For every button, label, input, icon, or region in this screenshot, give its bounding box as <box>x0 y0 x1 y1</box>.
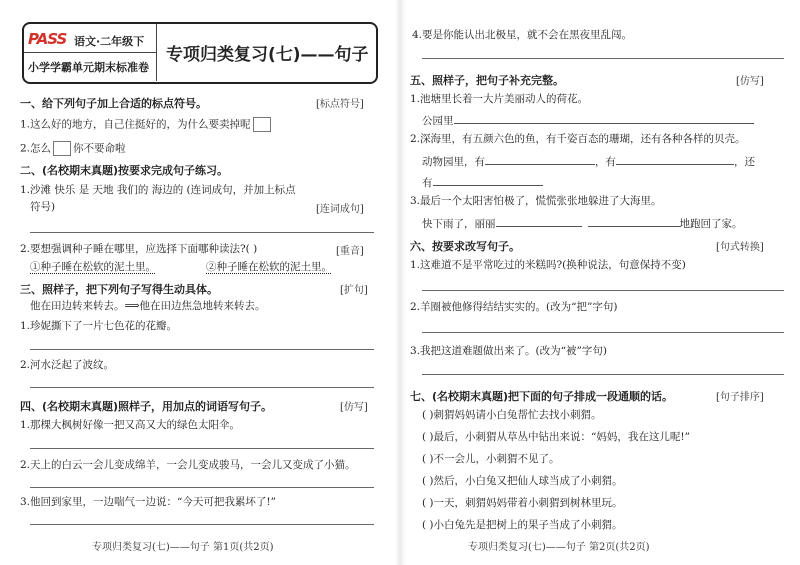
answer-line[interactable] <box>30 232 374 233</box>
s3-question-2: 2.河水泛起了波纹。 <box>20 359 115 371</box>
s2-q1-tag: [连词成句] <box>316 204 364 215</box>
s6-question-2: 2.羊圈被他修得结结实实的。(改为“把”字句) <box>410 301 618 313</box>
s5-q2-mid: ，有 <box>595 156 616 168</box>
sort-item[interactable]: ( )小白兔先是把树上的果子当成了小刺猬。 <box>422 519 623 531</box>
fill-blank[interactable] <box>454 112 754 124</box>
s2-q2-tag: [重音] <box>336 246 364 257</box>
s6-question-1: 1.这难道不是平常吃过的米糕吗?(换种说法，句意保持不变) <box>410 259 686 271</box>
s2-option-1: ①种子睡在松软的泥土里。 <box>30 261 156 273</box>
answer-box[interactable] <box>253 117 271 132</box>
header-mid-line <box>24 52 156 53</box>
sort-item[interactable]: ( )然后，小白兔又把仙人球当成了小刺猬。 <box>422 475 623 487</box>
s4-question-3: 3.他回到家里，一边喘气一边说：“今天可把我累坏了!” <box>20 496 276 508</box>
series-label: 语文·二年级下 <box>74 35 145 48</box>
page-title: 专项归类复习(七)——句子 <box>166 45 369 65</box>
s2-option-2: ②种子睡在松软的泥土里。 <box>206 261 332 273</box>
sort-item[interactable]: ( )最后，小刺猬从草丛中钻出来说：“妈妈，我在这儿呢!” <box>422 431 690 443</box>
s5-question-1: 1.池塘里长着一大片美丽动人的荷花。 <box>410 93 589 105</box>
answer-line[interactable] <box>422 58 784 59</box>
section-3-title: 三、照样子，把下列句子写得生动具体。 <box>20 283 218 296</box>
answer-line[interactable] <box>30 349 374 350</box>
pass-logo: PASS <box>28 30 67 48</box>
section-7-title: 七、(名校期末真题)把下面的句子排成一段通顺的话。 <box>410 390 674 403</box>
s1-question-2 <box>20 141 126 156</box>
s5-q2-fill <box>422 153 755 169</box>
answer-line[interactable] <box>30 448 374 449</box>
s4-question-1: 1.那棵大枫树好像一把又高又大的绿色太阳伞。 <box>20 419 241 431</box>
answer-line[interactable] <box>30 387 374 388</box>
s5-q3-prefix: 快下雨了，丽丽 <box>422 218 496 230</box>
s1-question-1 <box>20 117 273 132</box>
section-1-title: 一、给下列句子加上合适的标点符号。 <box>20 97 207 110</box>
fill-blank[interactable] <box>433 174 543 186</box>
s5-q3-end: 地跑回了家。 <box>679 218 743 230</box>
s3-example: 他在田边转来转去。⟹他在田边焦急地转来转去。 <box>30 300 266 312</box>
header-subtitle: 小学学霸单元期末标准卷 <box>28 61 149 74</box>
s5-question-2: 2.深海里，有五颜六色的鱼，有千姿百态的珊瑚，还有各种各样的贝壳。 <box>410 133 746 145</box>
s5-q2-prefix-2: 有 <box>422 177 433 189</box>
answer-line[interactable] <box>422 374 784 375</box>
fill-blank[interactable] <box>496 215 582 227</box>
section-5-tag: [仿写] <box>736 76 764 87</box>
answer-box[interactable] <box>53 141 71 156</box>
header-divider <box>156 24 157 81</box>
s3-question-1: 1.珍妮撕下了一片七色花的花瓣。 <box>20 320 178 332</box>
answer-line[interactable] <box>30 487 374 488</box>
answer-line[interactable] <box>30 524 374 525</box>
sort-item[interactable]: ( )刺猬妈妈请小白兔帮忙去找小刺猬。 <box>422 409 602 421</box>
s1-q2-text-b: 你不要命啦 <box>73 142 126 155</box>
s1-q2-text-a: 2.怎么 <box>20 142 52 155</box>
s2-question-2: 2.要想强调种子睡在哪里，应选择下面哪种读法?( ) <box>20 243 258 255</box>
section-2-title: 二、(名校期末真题)按要求完成句子练习。 <box>20 164 229 177</box>
section-4-title: 四、(名校期末真题)照样子，用加点的词语写句子。 <box>20 400 273 413</box>
sort-item[interactable]: ( )不一会儿，小刺猬不见了。 <box>422 453 560 465</box>
s5-q3-fill <box>422 215 743 231</box>
s5-q1-prefix: 公园里 <box>422 115 454 127</box>
sort-item[interactable]: ( )一天，刺猬妈妈带着小刺猬到树林里玩。 <box>422 497 623 509</box>
fill-blank[interactable] <box>588 215 680 227</box>
s2-q1-line1: 1.沙滩 快乐 是 天地 我们的 海边的 (连词成句，并加上标点 <box>20 184 296 196</box>
page-2-footer: 专项归类复习(七)——句子 第2页(共2页) <box>468 542 650 553</box>
section-4-tag: [仿写] <box>340 402 368 413</box>
section-5-title: 五、照样子，把句子补充完整。 <box>410 74 564 87</box>
s5-q2-prefix: 动物园里，有 <box>422 156 485 168</box>
s1-q1-text: 1.这么好的地方，自己住挺好的，为什么要卖掉呢 <box>20 118 251 131</box>
s6-question-3: 3.我把这道难题做出来了。(改为“被”字句) <box>410 345 607 357</box>
section-3-tag: [扩句] <box>340 285 368 296</box>
section-6-tag: [句式转换] <box>716 242 764 253</box>
s5-q2-end: ，还 <box>734 156 755 168</box>
s5-q1-fill <box>422 112 754 128</box>
fill-blank[interactable] <box>485 153 595 165</box>
s5-question-3: 3.最后一个太阳害怕极了，慌慌张张地躲进了大海里。 <box>410 195 662 207</box>
s5-q2-fill-2 <box>422 174 543 190</box>
section-1-tag: [标点符号] <box>316 99 364 110</box>
s2-q1-line2: 符号) <box>30 201 56 213</box>
page-1-footer: 专项归类复习(七)——句子 第1页(共2页) <box>92 542 274 553</box>
section-6-title: 六、按要求改写句子。 <box>410 240 520 253</box>
answer-line[interactable] <box>422 290 784 291</box>
s4-question-2: 2.天上的白云一会儿变成绵羊，一会儿变成骏马，一会儿又变成了小猫。 <box>20 459 356 471</box>
answer-line[interactable] <box>422 332 784 333</box>
page-fold <box>395 0 407 565</box>
section-7-tag: [句子排序] <box>716 392 764 403</box>
fill-blank[interactable] <box>616 153 734 165</box>
r-question-4: 4.要是你能认出北极星，就不会在黑夜里乱闯。 <box>412 29 633 41</box>
